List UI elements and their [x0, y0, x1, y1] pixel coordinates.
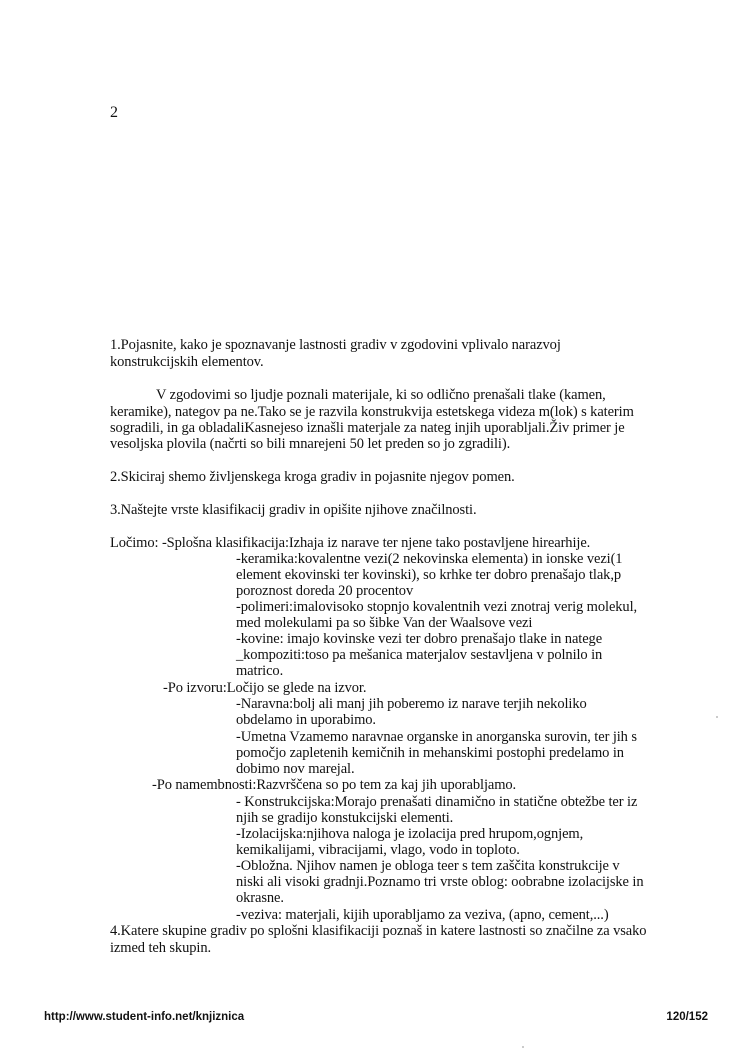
classification-origin: -Po izvoru:Ločijo se glede na izvor. — [163, 680, 367, 696]
page-number: 2 — [110, 104, 118, 121]
cladding-line-2: niski ali visoki gradnji.Poznamo tri vrste oblog: oobrabne izolacijske in — [236, 874, 644, 890]
classification-general: Ločimo: -Splošna klasifikacija:Izhaja iz narave ter njene tako postavljene hirearhije. — [110, 535, 591, 551]
structural-line-1: - Konstrukcijska:Morajo prenašati dinamično in statične obtežbe ter iz — [236, 794, 638, 810]
natural-line-1: -Naravna:bolj ali manj jih poberemo iz narave terjih nekoliko — [236, 696, 587, 712]
cladding-line-3: okrasne. — [236, 890, 284, 906]
artificial-line-1: -Umetna Vzamemo naravnae organske in anorganska surovin, ter jih s — [236, 729, 637, 745]
artificial-line-3: dobimo nov marejal. — [236, 761, 355, 777]
ceramics-line-2: element ekovinski ter kovinski), so krhke ter dobro prenašajo tlak,p — [236, 567, 622, 583]
scan-speck — [522, 1046, 524, 1048]
artificial-line-2: pomočjo zapletenih kemičnih in mehanskimi postophi predelamo in — [236, 745, 624, 761]
cladding-line-1: -Obložna. Njihov namen je obloga teer s tem zaščita konstrukcije v — [236, 858, 620, 874]
footer-page-count: 120/152 — [666, 1011, 708, 1023]
polymers-line-1: -polimeri:imalovisoko stopnjo kovalentnih vezi znotraj verig molekul, — [236, 599, 638, 615]
composites-line-1: _kompoziti:toso pa mešanica materjalov sestavljena v polnilo in — [236, 647, 603, 663]
metals-line: -kovine: imajo kovinske vezi ter dobro prenašajo tlake in natege — [236, 631, 603, 647]
answer-1-line-1: V zgodovimi so ljudje poznali materijale, ki so odlično prenašali tlake (kamen, — [156, 387, 606, 403]
question-2: 2.Skiciraj shemo življenskega kroga gradiv in pojasnite njegov pomen. — [110, 469, 515, 485]
question-1-line-1: 1.Pojasnite, kako je spoznavanje lastnosti gradiv v zgodovini vplivalo narazvoj — [110, 337, 561, 353]
footer-url: http://www.student-info.net/knjiznica — [44, 1011, 245, 1023]
composites-line-2: matrico. — [236, 663, 284, 679]
question-3: 3.Naštejte vrste klasifikacij gradiv in opišite njihove značilnosti. — [110, 502, 477, 518]
scan-speck — [716, 716, 718, 718]
question-1-line-2: konstrukcijskih elementov. — [110, 354, 264, 370]
answer-1-line-3: sogradili, in ga obladaliKasnejeso iznašli materjale za nateg injih uporabljali.Živ primer je — [110, 420, 625, 436]
question-4-line-2: izmed teh skupin. — [110, 940, 211, 956]
insulation-line-1: -Izolacijska:njihova naloga je izolacija pred hrupom,ognjem, — [236, 826, 584, 842]
natural-line-2: obdelamo in uporabimo. — [236, 712, 376, 728]
binders-line: -veziva: materjali, kijih uporabljamo za veziva, (apno, cement,...) — [236, 907, 609, 923]
question-4-line-1: 4.Katere skupine gradiv po splošni klasifikaciji poznaš in katere lastnosti so značilne za vsako — [110, 923, 647, 939]
classification-purpose: -Po namembnosti:Razvrščena so po tem za kaj jih uporabljamo. — [152, 777, 517, 793]
insulation-line-2: kemikalijami, vibracijami, vlago, vodo in toploto. — [236, 842, 520, 858]
answer-1-line-4: vesoljska plovila (načrti so bili mnarejeni 50 let preden so jo zgradili). — [110, 436, 511, 452]
structural-line-2: njih se gradijo konstukcijski elementi. — [236, 810, 454, 826]
ceramics-line-1: -keramika:kovalentne vezi(2 nekovinska elementa) in ionske vezi(1 — [236, 551, 623, 567]
ceramics-line-3: poroznost doreda 20 procentov — [236, 583, 414, 599]
polymers-line-2: med molekulami pa so šibke Van der Waalsove vezi — [236, 615, 533, 631]
answer-1-line-2: keramike), nategov pa ne.Tako se je razvila konstrukvija estetskega videza m(lok) s katerim — [110, 404, 634, 420]
